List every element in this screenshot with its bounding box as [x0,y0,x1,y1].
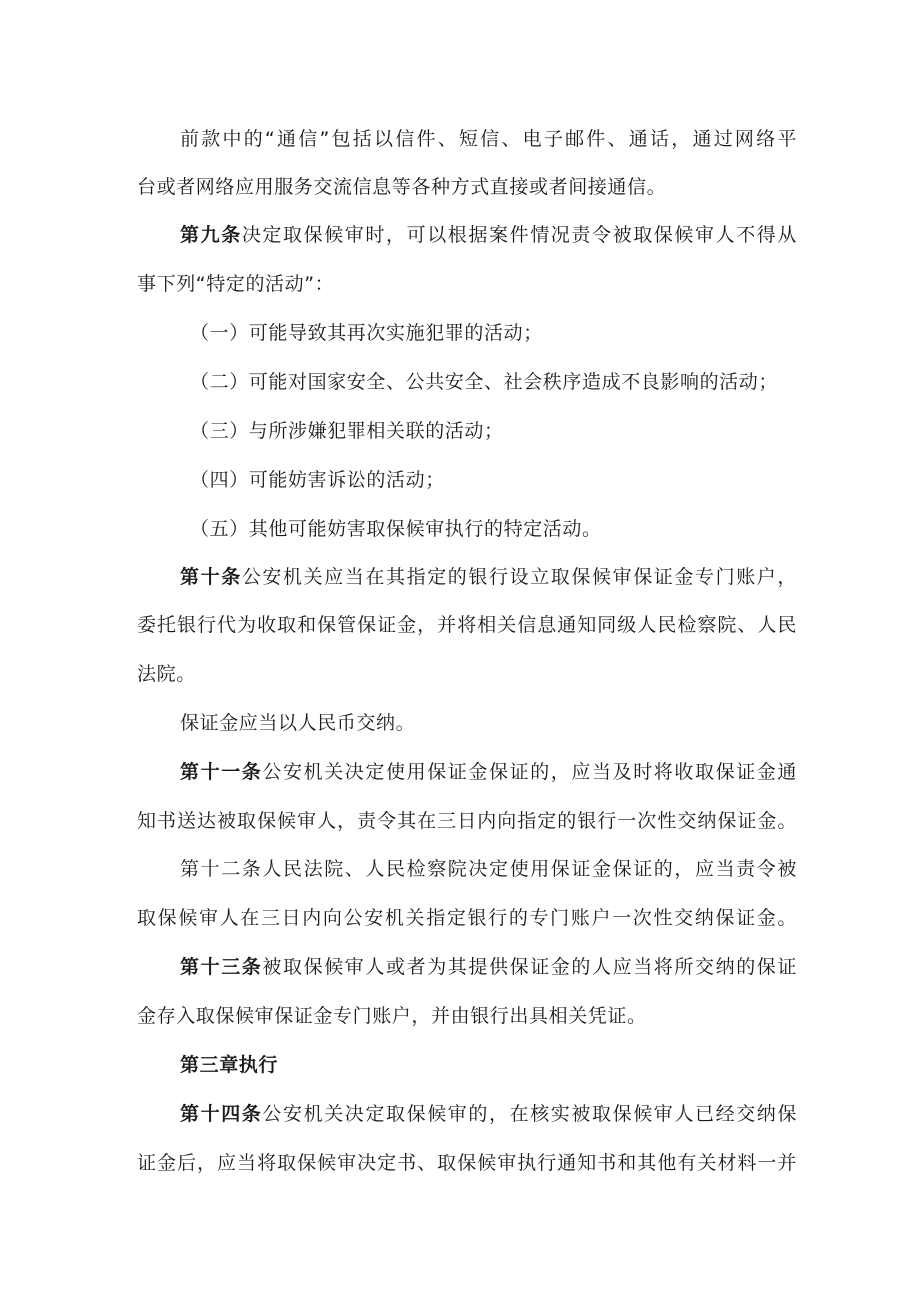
paragraph-line: 前款中的“通信”包括以信件、短信、电子邮件、通话，通过网络平 [180,128,797,150]
paragraph-line: 委托银行代为收取和保管保证金，并将相关信息通知同级人民检察院、人民 [137,614,797,636]
paragraph-line: 法院。 [137,663,196,685]
article-text: 公安机关决定使用保证金保证的，应当及时将收取保证金通 [262,761,797,783]
chapter-heading: 第三章执行 [180,1054,279,1076]
paragraph-line: 证金后，应当将取保候审决定书、取保候审执行通知书和其他有关材料一并 [137,1152,797,1174]
article-text: 公安机关决定取保候审的，在核实被取保候审人已经交纳保 [262,1103,797,1125]
article-text: 决定取保候审时，可以根据案件情况责令被取保候审人不得从 [241,224,797,246]
article-text: 公安机关应当在其指定的银行设立取保候审保证金专门账户， [241,566,797,588]
article-11-line [180,759,797,785]
list-item: （二）可能对国家安全、公共安全、社会秩序造成不良影响的活动； [190,371,779,393]
article-heading: 第十四条 [180,1103,263,1125]
article-12-line: 第十二条人民法院、人民检察院决定使用保证金保证的，应当责令被 [180,858,797,880]
list-item: （一）可能导致其再次实施犯罪的活动； [190,322,543,344]
article-9-line [180,222,797,248]
list-item: （五）其他可能妨害取保候审执行的特定活动。 [190,518,602,540]
article-heading: 第十一条 [180,761,263,783]
paragraph-line: 台或者网络应用服务交流信息等各种方式直接或者间接通信。 [137,176,667,198]
article-heading: 第十三条 [180,956,263,978]
paragraph-line: 取保候审人在三日内向公安机关指定银行的专门账户一次性交纳保证金。 [137,907,797,929]
paragraph-line: 金存入取保候审保证金专门账户，并由银行出具相关凭证。 [137,1005,647,1027]
article-10-line [180,564,797,590]
list-item: （四）可能妨害诉讼的活动； [190,469,445,491]
article-heading: 第九条 [180,224,242,246]
article-text: 被取保候审人或者为其提供保证金的人应当将所交纳的保证 [262,956,797,978]
article-heading: 第十条 [180,566,242,588]
list-item: （三）与所涉嫌犯罪相关联的活动； [190,420,504,442]
paragraph-line: 知书送达被取保候审人，责令其在三日内向指定的银行一次性交纳保证金。 [137,810,797,832]
article-13-line [180,954,797,980]
paragraph-line: 事下列“特定的活动”： [137,273,335,295]
paragraph-line: 保证金应当以人民币交纳。 [180,712,416,734]
article-14-line [180,1101,797,1127]
